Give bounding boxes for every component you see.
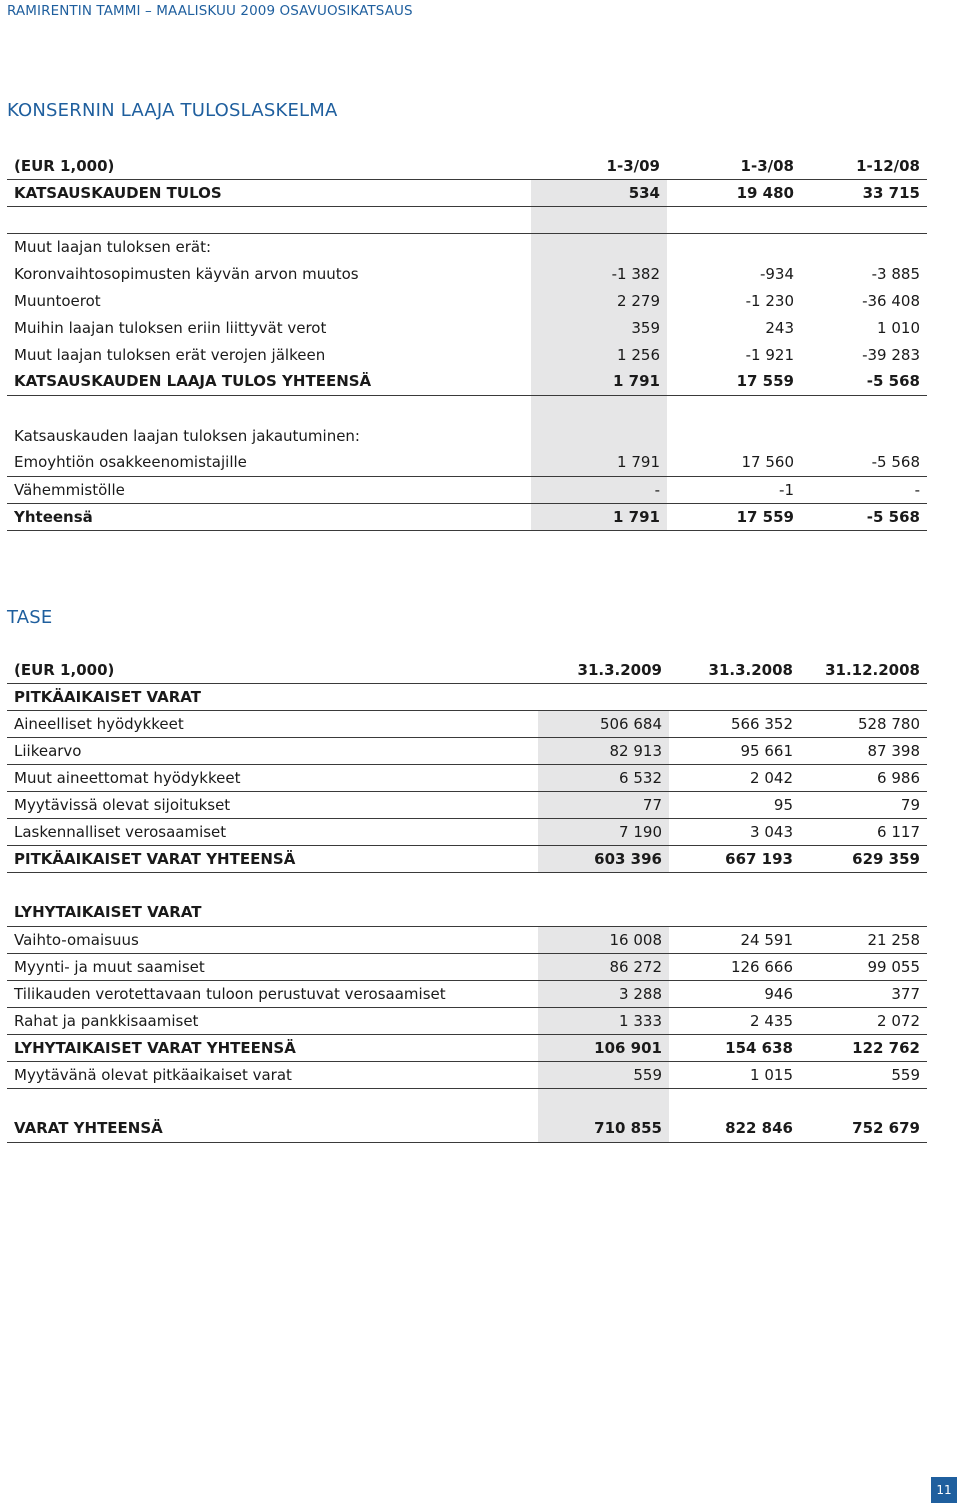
value-cell xyxy=(801,233,927,260)
row-label: Koronvaihtosopimusten käyvän arvon muutos xyxy=(14,264,359,283)
value-cell: 126 666 xyxy=(669,953,800,980)
row-label: Tilikauden verotettavaan tuloon perustuvat verosaamiset xyxy=(7,980,538,1007)
value-cell: -1 xyxy=(667,476,801,503)
value-cell: 154 638 xyxy=(669,1034,800,1061)
value-cell: 629 359 xyxy=(800,845,927,872)
column-header-label: (EUR 1,000) xyxy=(7,153,531,179)
row-label: Myytävissä olevat sijoitukset xyxy=(7,791,538,818)
value-cell xyxy=(801,395,927,422)
value-cell: -3 885 xyxy=(871,264,920,283)
value-cell: 559 xyxy=(800,1061,927,1088)
table-row xyxy=(7,314,927,341)
value-cell: -1 230 xyxy=(745,291,794,310)
value-cell: -39 283 xyxy=(862,345,920,364)
value-cell: 603 396 xyxy=(538,845,669,872)
value-cell: 3 288 xyxy=(538,980,669,1007)
table-row xyxy=(7,818,927,845)
value-cell xyxy=(531,206,667,233)
total-row xyxy=(7,1034,927,1061)
spacer-row xyxy=(7,206,927,233)
income-statement-title: KONSERNIN LAAJA TULOSLASKELMA xyxy=(7,100,338,121)
value-cell: 2 279 xyxy=(531,287,667,314)
value-cell: 17 560 xyxy=(667,449,801,476)
table-row xyxy=(7,287,927,314)
row-label: Vaihto-omaisuus xyxy=(7,926,538,953)
value-cell: -934 xyxy=(759,264,794,283)
value-cell: 86 272 xyxy=(538,953,669,980)
row-label: LYHYTAIKAISET VARAT YHTEENSÄ xyxy=(7,1034,538,1061)
row-label: Myytävänä olevat pitkäaikaiset varat xyxy=(7,1061,538,1088)
spacer-row xyxy=(7,395,927,422)
value-cell: -1 382 xyxy=(531,260,667,287)
value-cell: 17 559 xyxy=(667,503,801,530)
value-cell xyxy=(800,872,927,899)
table-row xyxy=(7,710,927,737)
value-cell: 946 xyxy=(669,980,800,1007)
table-row xyxy=(7,476,927,503)
value-cell: 21 258 xyxy=(800,926,927,953)
grand-total-row xyxy=(7,1115,927,1142)
table-header-row xyxy=(7,657,927,683)
value-cell xyxy=(538,872,669,899)
page-number: 11 xyxy=(931,1477,957,1503)
value-cell: 95 xyxy=(669,791,800,818)
row-label: Rahat ja pankkisaamiset xyxy=(7,1007,538,1034)
row-label: Laskennalliset verosaamiset xyxy=(7,818,538,845)
section-heading-row xyxy=(7,683,927,710)
value-cell: 1 791 xyxy=(531,449,667,476)
table-row xyxy=(7,980,927,1007)
row-label xyxy=(7,206,531,233)
value-cell: -5 568 xyxy=(801,368,927,395)
value-cell xyxy=(531,395,667,422)
row-label xyxy=(7,1088,538,1115)
table-row xyxy=(7,953,927,980)
value-cell: 1 333 xyxy=(538,1007,669,1034)
value-cell: 377 xyxy=(800,980,927,1007)
value-cell xyxy=(531,422,667,449)
table-row xyxy=(7,1061,927,1088)
column-header-period-2: 1-3/08 xyxy=(667,153,801,179)
value-cell: 359 xyxy=(531,314,667,341)
value-cell xyxy=(801,206,927,233)
column-header-date-1: 31.3.2009 xyxy=(538,657,669,683)
value-cell xyxy=(669,683,800,710)
value-cell: 82 913 xyxy=(538,737,669,764)
value-cell: - xyxy=(801,476,927,503)
value-cell xyxy=(669,899,800,926)
spacer-row xyxy=(7,872,927,899)
value-cell xyxy=(800,1088,927,1115)
balance-sheet-table xyxy=(7,657,927,1143)
row-label: LYHYTAIKAISET VARAT xyxy=(7,899,538,926)
row-label: KATSAUSKAUDEN LAAJA TULOS YHTEENSÄ xyxy=(7,368,531,395)
value-cell: 6 532 xyxy=(538,764,669,791)
row-label: KATSAUSKAUDEN TULOS xyxy=(7,179,531,206)
value-cell xyxy=(667,206,801,233)
value-cell: 6 986 xyxy=(800,764,927,791)
value-cell: 2 072 xyxy=(800,1007,927,1034)
value-cell: 7 190 xyxy=(538,818,669,845)
value-cell: 1 791 xyxy=(531,503,667,530)
value-cell: 1 256 xyxy=(531,341,667,368)
value-cell: 17 559 xyxy=(667,368,801,395)
table-row xyxy=(7,449,927,476)
value-cell xyxy=(538,683,669,710)
value-cell xyxy=(667,395,801,422)
value-cell xyxy=(531,233,667,260)
table-row xyxy=(7,368,927,395)
income-statement-table xyxy=(7,153,927,531)
value-cell: 534 xyxy=(531,179,667,206)
value-cell: -5 568 xyxy=(801,449,927,476)
value-cell: 528 780 xyxy=(800,710,927,737)
column-header-period-3: 1-12/08 xyxy=(801,153,927,179)
value-cell: 2 042 xyxy=(669,764,800,791)
value-cell: 667 193 xyxy=(669,845,800,872)
row-label: Vähemmistölle xyxy=(7,476,531,503)
value-cell xyxy=(538,899,669,926)
value-cell: 566 352 xyxy=(669,710,800,737)
table-row xyxy=(7,1007,927,1034)
row-label: Aineelliset hyödykkeet xyxy=(7,710,538,737)
value-cell: - xyxy=(531,476,667,503)
value-cell xyxy=(800,683,927,710)
table-row xyxy=(7,179,927,206)
table-row xyxy=(7,764,927,791)
column-header-date-3: 31.12.2008 xyxy=(800,657,927,683)
row-label xyxy=(7,872,538,899)
table-row xyxy=(7,341,927,368)
value-cell: 33 715 xyxy=(801,179,927,206)
table-header-row xyxy=(7,153,927,179)
value-cell xyxy=(801,422,927,449)
value-cell: 106 901 xyxy=(538,1034,669,1061)
column-header-date-2: 31.3.2008 xyxy=(669,657,800,683)
value-cell: 2 435 xyxy=(669,1007,800,1034)
table-row xyxy=(7,926,927,953)
row-label xyxy=(7,395,531,422)
value-cell: 506 684 xyxy=(538,710,669,737)
value-cell: -5 568 xyxy=(801,503,927,530)
table-row xyxy=(7,233,927,260)
table-row xyxy=(7,260,927,287)
row-label: PITKÄAIKAISET VARAT YHTEENSÄ xyxy=(7,845,538,872)
value-cell: 752 679 xyxy=(800,1115,927,1142)
value-cell: 19 480 xyxy=(667,179,801,206)
row-label: Muut laajan tuloksen erät verojen jälkeen xyxy=(14,345,326,364)
value-cell xyxy=(667,422,801,449)
row-label: Muut laajan tuloksen erät: xyxy=(14,237,212,256)
value-cell: 99 055 xyxy=(800,953,927,980)
row-label: Myynti- ja muut saamiset xyxy=(7,953,538,980)
value-cell: 24 591 xyxy=(669,926,800,953)
row-label: Muut aineettomat hyödykkeet xyxy=(7,764,538,791)
row-label: VARAT YHTEENSÄ xyxy=(7,1115,538,1142)
value-cell: 6 117 xyxy=(800,818,927,845)
value-cell: 1 015 xyxy=(669,1061,800,1088)
value-cell: 822 846 xyxy=(669,1115,800,1142)
row-label: Katsauskauden laajan tuloksen jakautuminen: xyxy=(14,426,360,445)
value-cell: 559 xyxy=(538,1061,669,1088)
value-cell: 122 762 xyxy=(800,1034,927,1061)
value-cell: 77 xyxy=(538,791,669,818)
value-cell: 1 010 xyxy=(877,318,920,337)
column-header-label: (EUR 1,000) xyxy=(7,657,538,683)
value-cell xyxy=(800,899,927,926)
value-cell: 243 xyxy=(765,318,794,337)
spacer-row xyxy=(7,1088,927,1115)
table-row xyxy=(7,503,927,530)
column-header-period-1: 1-3/09 xyxy=(531,153,667,179)
value-cell: -1 921 xyxy=(745,345,794,364)
value-cell xyxy=(669,1088,800,1115)
table-row xyxy=(7,422,927,449)
row-label: Muihin laajan tuloksen eriin liittyvät verot xyxy=(14,318,327,337)
row-label: Liikearvo xyxy=(7,737,538,764)
value-cell: 95 661 xyxy=(669,737,800,764)
table-row xyxy=(7,737,927,764)
value-cell: 1 791 xyxy=(531,368,667,395)
value-cell: 710 855 xyxy=(538,1115,669,1142)
value-cell: 3 043 xyxy=(669,818,800,845)
value-cell: 16 008 xyxy=(538,926,669,953)
row-label: Emoyhtiön osakkeenomistajille xyxy=(7,449,531,476)
balance-sheet-title: TASE xyxy=(7,607,53,628)
value-cell: 87 398 xyxy=(800,737,927,764)
value-cell xyxy=(669,872,800,899)
value-cell: 79 xyxy=(800,791,927,818)
section-heading-row xyxy=(7,899,927,926)
row-label: PITKÄAIKAISET VARAT xyxy=(7,683,538,710)
running-header: RAMIRENTIN TAMMI – MAALISKUU 2009 OSAVUOSIKATSAUS xyxy=(7,3,413,19)
value-cell xyxy=(538,1088,669,1115)
value-cell xyxy=(667,233,801,260)
row-label: Yhteensä xyxy=(7,503,531,530)
total-row xyxy=(7,845,927,872)
row-label: Muuntoerot xyxy=(14,291,101,310)
value-cell: -36 408 xyxy=(862,291,920,310)
table-row xyxy=(7,791,927,818)
